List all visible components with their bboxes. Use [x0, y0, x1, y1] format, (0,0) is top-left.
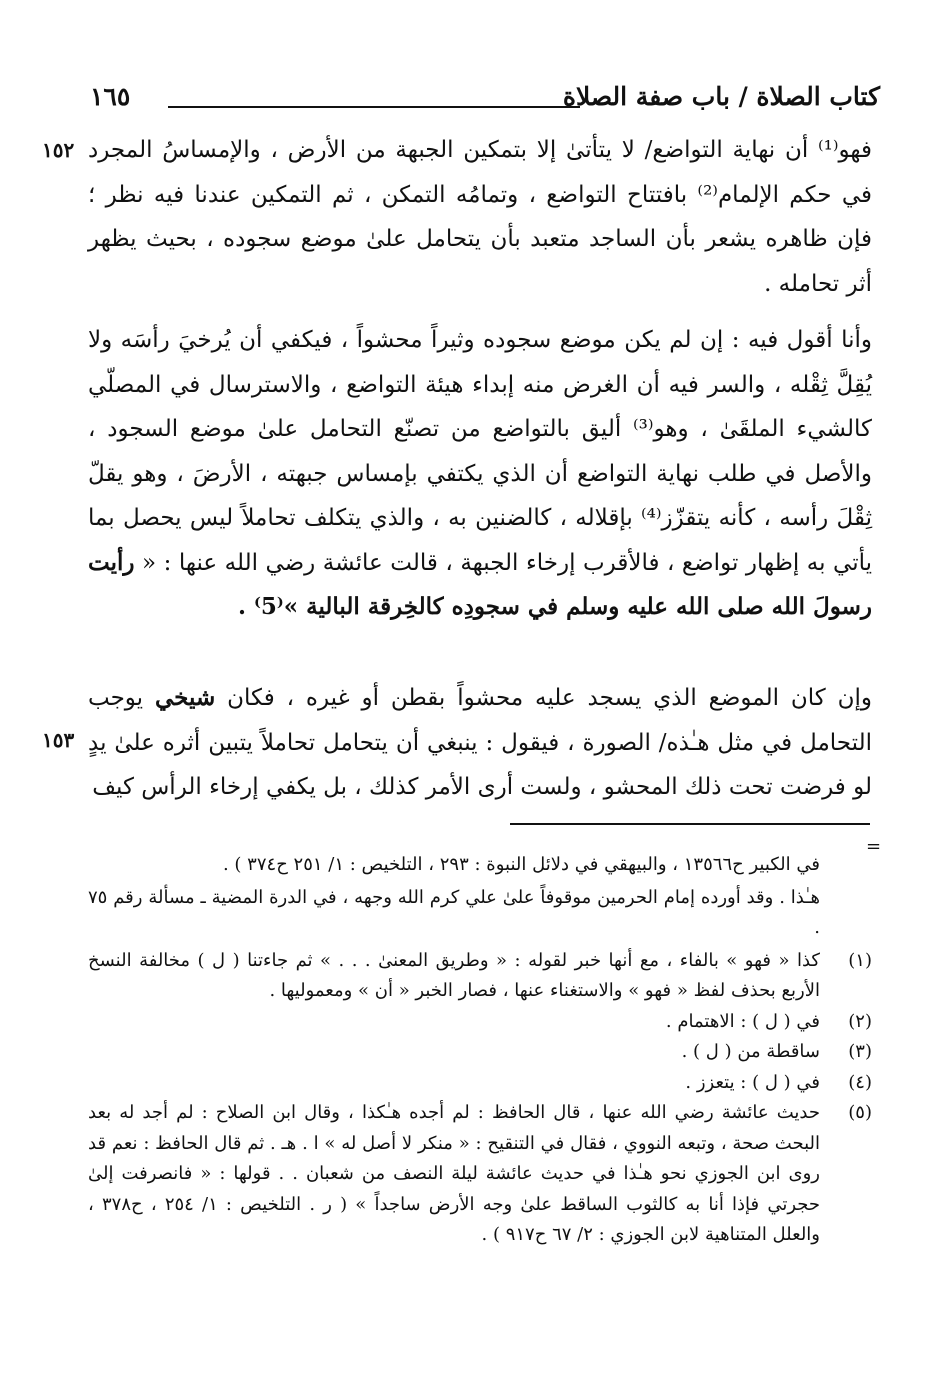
paragraph — [88, 128, 872, 306]
footnotes — [88, 850, 872, 1251]
paragraph-text: وإن كان الموضع الذي يسجد عليه محشواً بقطن أو غيره ، فكان شيخي يوجب التحامل في مثل هـٰذه/ الصورة ، فيقول : ينبغي أن يتحامل تحاملاً يتبين أثره علىٰ يدٍ لو فرضت تحت ذلك المحشو ، ولست أرى الأمر كذلك ، بل يكفي إرخاء الرأس كيف — [88, 684, 872, 800]
header-rule — [168, 106, 580, 108]
footnote-number: (٤) — [848, 1071, 872, 1093]
footnote-continuation: هـٰذا . وقد أورده إمام الحرمين موقوفاً علىٰ علي كرم الله وجهه ، في الدرة المضية ـ مسألة رقم ٧٥ . — [88, 886, 820, 938]
footnote — [88, 1098, 872, 1251]
continuation-marker: = — [866, 836, 882, 857]
footnote-text: ساقطة من ( ل ) . — [681, 1041, 820, 1062]
paragraph-text: فهو⁽¹⁾ أن نهاية التواضع/ لا يتأتىٰ إلا بتمكين الجبهة من الأرض ، والإمساسُ المجرد في حكم الإلمام⁽²⁾ بافتتاح التواضع ، وتمامُه التمكن ، ثم التمكين عندنا فيه نظر ؛ فإن ظاهره يشعر بأن الساجد متعبد بأن يتحامل علىٰ موضع سجوده ، بحيث يظهر أثر تحامله . — [88, 137, 872, 297]
footnote-text: في ( ل ) : يتعزز . — [685, 1071, 820, 1093]
paragraph-text: وأنا أقول فيه : إن لم يكن موضع سجوده وثيراً محشواً ، فيكفي أن يُرخيَ رأسَه ولا يُقِلَّ ثِقْله ، والسر فيه أن الغرض منه إبداء هيئة التواضع ، والاسترسال في المصلّي كالشيء الملقَىٰ ، وهو⁽³⁾ أليق بالتواضع من تصنّع التحامل علىٰ موضع السجود ، والأصل في طلب نهاية التواضع أن الذي يكتفي بإمساس جبهته ، الأرضَ ، وهو يقلّ ثِقْلَ رأسه ، كأنه يتقزّز⁽⁴⁾ بإقلاله ، كالضنين به ، والذي يتكلف تحاملاً ليس يحصل بما يأتي به إظهار تواضع ، فالأقرب إرخاء الجبهة ، قالت عائشة رضي الله عنها : « — [88, 327, 873, 576]
page-number: ١٦٥ — [90, 82, 131, 111]
running-header — [90, 82, 880, 124]
footnote-number: (٢) — [848, 1010, 872, 1032]
footnote-number: (١) — [848, 949, 872, 971]
footnote — [88, 1007, 872, 1038]
footnote-continuation: في الكبير ح١٣٥٦٦ ، والبيهقي في دلائل النبوة : ٢٩٣ ، التلخيص : ١/ ٢٥١ ح٣٧٤ ) . — [222, 854, 820, 875]
margin-folio-number: ١٥٢ — [42, 138, 75, 162]
hadith-quote: رأيت رسولَ الله صلى الله عليه وسلم في سجودِه كالخِرقة البالية »⁽5⁾ . — [88, 548, 872, 620]
margin-folio-number: ١٥٣ — [42, 728, 75, 752]
footnote-number: (٣) — [848, 1041, 872, 1062]
footnote — [88, 1068, 872, 1099]
footnote-text: في ( ل ) : الاهتمام . — [665, 1010, 820, 1032]
paragraph — [88, 318, 872, 630]
paragraph — [88, 676, 872, 810]
footnote-text: حديث عائشة رضي الله عنها ، قال الحافظ : لم أجده هـٰكذا ، وقال ابن الصلاح : لم أجد له بعد البحث صحة ، وتبعه النووي ، فقال في التنقيح : « منكر لا أصل له » ا . هـ . ثم قال الحافظ : نعم قد روى ابن الجوزي نحو هـٰذا في حديث عائشة ليلة النصف من شعبان . . قولها : « فانصرفت إلىٰ حجرتي فإذا أنا به كالثوب الساقط علىٰ وجه الأرض ساجداً » ( ر . التلخيص : ١/ ٢٥٤ ، ح٣٧٨ ، والعلل المتناهية لابن الجوزي : ٢/ ٦٧ ح٩١٧ ) . — [88, 1102, 821, 1245]
footnote — [88, 946, 872, 1007]
shaykh-word: شيخي — [154, 684, 216, 711]
footnote — [88, 1037, 872, 1068]
footnote-text: كذا « فهو » بالفاء ، مع أنها خبر لقوله : « وطريق المعنىٰ . . . » ثم جاءتنا ( ل ) مخالفة النسخ الأربع بحذف لفظ « فهو » والاستغناء عنها ، فصار الخبر « أن » ومعموليها . — [88, 949, 820, 1001]
footnote-separator — [510, 823, 870, 825]
footnote-number: (٥) — [848, 1102, 872, 1123]
chapter-title: كتاب الصلاة / باب صفة الصلاة — [562, 82, 880, 111]
